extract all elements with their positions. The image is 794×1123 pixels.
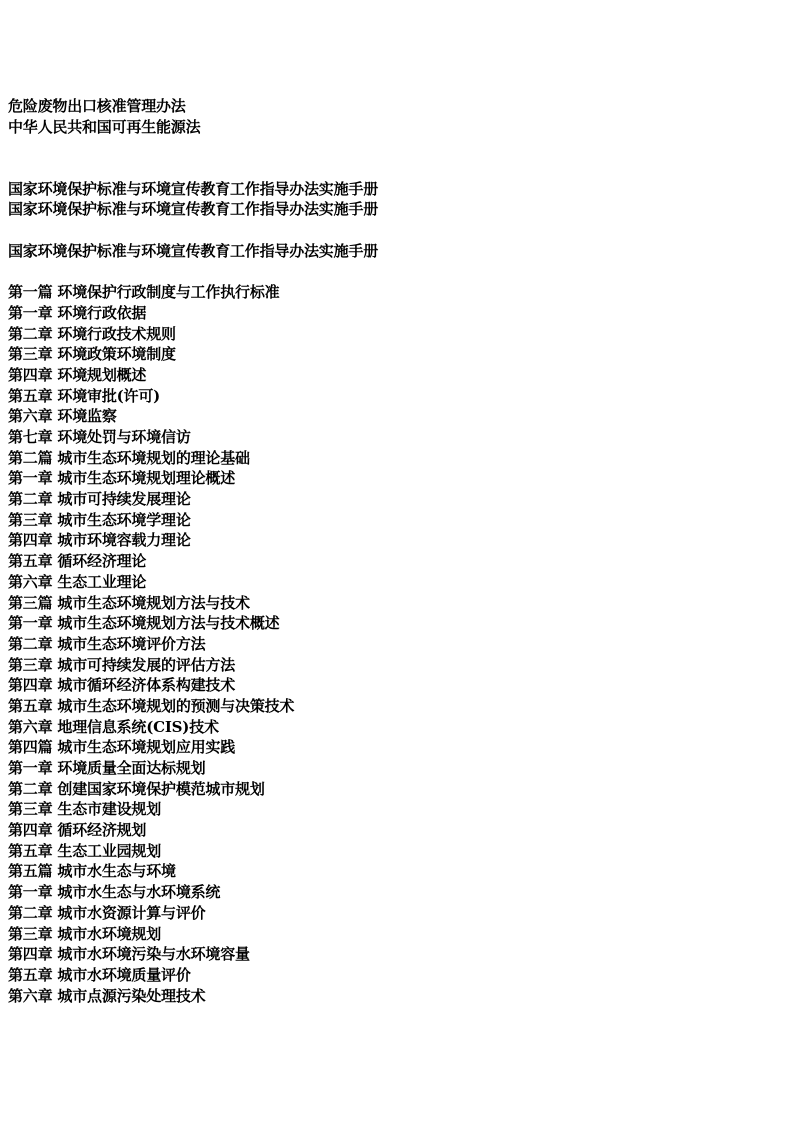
toc-entry: 第二章 城市生态环境评价方法: [8, 634, 206, 653]
spacer: [8, 158, 788, 179]
toc-entry: 第六章 地理信息系统(CIS)技术: [8, 717, 219, 736]
toc-entry: 第四章 城市环境容载力理论: [8, 531, 191, 550]
toc-entry: 第三章 城市可持续发展的评估方法: [8, 655, 236, 674]
toc-entry: 第五章 环境审批(许可): [8, 386, 161, 405]
toc-entry: 第四篇 城市生态环境规划应用实践: [8, 738, 236, 757]
toc-entry: 第三章 城市水环境规划: [8, 924, 162, 943]
header-line-1: 危险废物出口核准管理办法: [8, 97, 186, 115]
toc-entry: 第六章 生态工业理论: [8, 572, 147, 591]
toc-entry: 第一章 城市生态环境规划理论概述: [8, 469, 236, 488]
toc-entry: 第七章 环境处罚与环境信访: [8, 428, 191, 446]
spacer: [8, 262, 788, 283]
toc-entry: 第四章 城市水环境污染与水环境容量: [8, 945, 250, 964]
toc-entry: 第五章 生态工业园规划: [8, 841, 162, 860]
spacer: [8, 220, 788, 241]
toc-entry: 第六章 环境监察: [8, 407, 117, 426]
title-line-1: 国家环境保护标准与环境宣传教育工作指导办法实施手册: [8, 179, 379, 198]
toc-entry: 第一章 环境质量全面达标规划: [8, 759, 206, 777]
title-line-2: 国家环境保护标准与环境宣传教育工作指导办法实施手册: [8, 200, 379, 219]
toc-entry: 第三篇 城市生态环境规划方法与技术: [8, 593, 250, 612]
toc-entry: 第三章 环境政策环境制度: [8, 345, 176, 364]
header-line-2: 中华人民共和国可再生能源法: [8, 117, 201, 136]
subtitle: 国家环境保护标准与环境宣传教育工作指导办法实施手册: [8, 241, 379, 260]
toc-entry: 第四章 环境规划概述: [8, 365, 147, 384]
toc-entry: 第一章 城市水生态与水环境系统: [8, 883, 221, 902]
toc-entry: 第一章 城市生态环境规划方法与技术概述: [8, 614, 280, 633]
toc-entry: 第四章 城市循环经济体系构建技术: [8, 676, 236, 695]
spacer: [8, 137, 788, 158]
toc-entry: 第二章 城巿可持续发展理论: [8, 490, 191, 509]
toc-entry: 第二篇 城市生态环境规划的理论基础: [8, 448, 250, 467]
toc-entry: 第三章 城市生态环境学理论: [8, 510, 191, 529]
toc-entry: 第五篇 城市水生态与环境: [8, 862, 176, 881]
toc-entry: 第五章 城市水环境质量评价: [8, 965, 191, 984]
toc-entry: 第二章 创建国家环境保护模范城市规划: [8, 779, 265, 798]
toc-entry: 第二章 环境行政技术规则: [8, 324, 176, 343]
toc-entry: 第六章 城市点源污染处理技术: [8, 986, 206, 1005]
toc-entry: 第二章 城市水资源计算与评价: [8, 903, 206, 922]
toc-entry: 第三章 生态市建设规划: [8, 800, 162, 819]
toc-entry: 第一篇 环境保护行政制度与工作执行标准: [8, 283, 280, 302]
table-of-contents: [8, 282, 788, 1006]
toc-entry: 第一章 环境行政依据: [8, 303, 147, 322]
toc-entry: 第五章 城市生态环境规划的预测与决策技术: [8, 696, 295, 715]
document-page: [8, 96, 788, 1006]
toc-entry: 第五章 循环经济理论: [8, 552, 147, 571]
toc-entry: 第四章 循环经济规划: [8, 821, 147, 840]
